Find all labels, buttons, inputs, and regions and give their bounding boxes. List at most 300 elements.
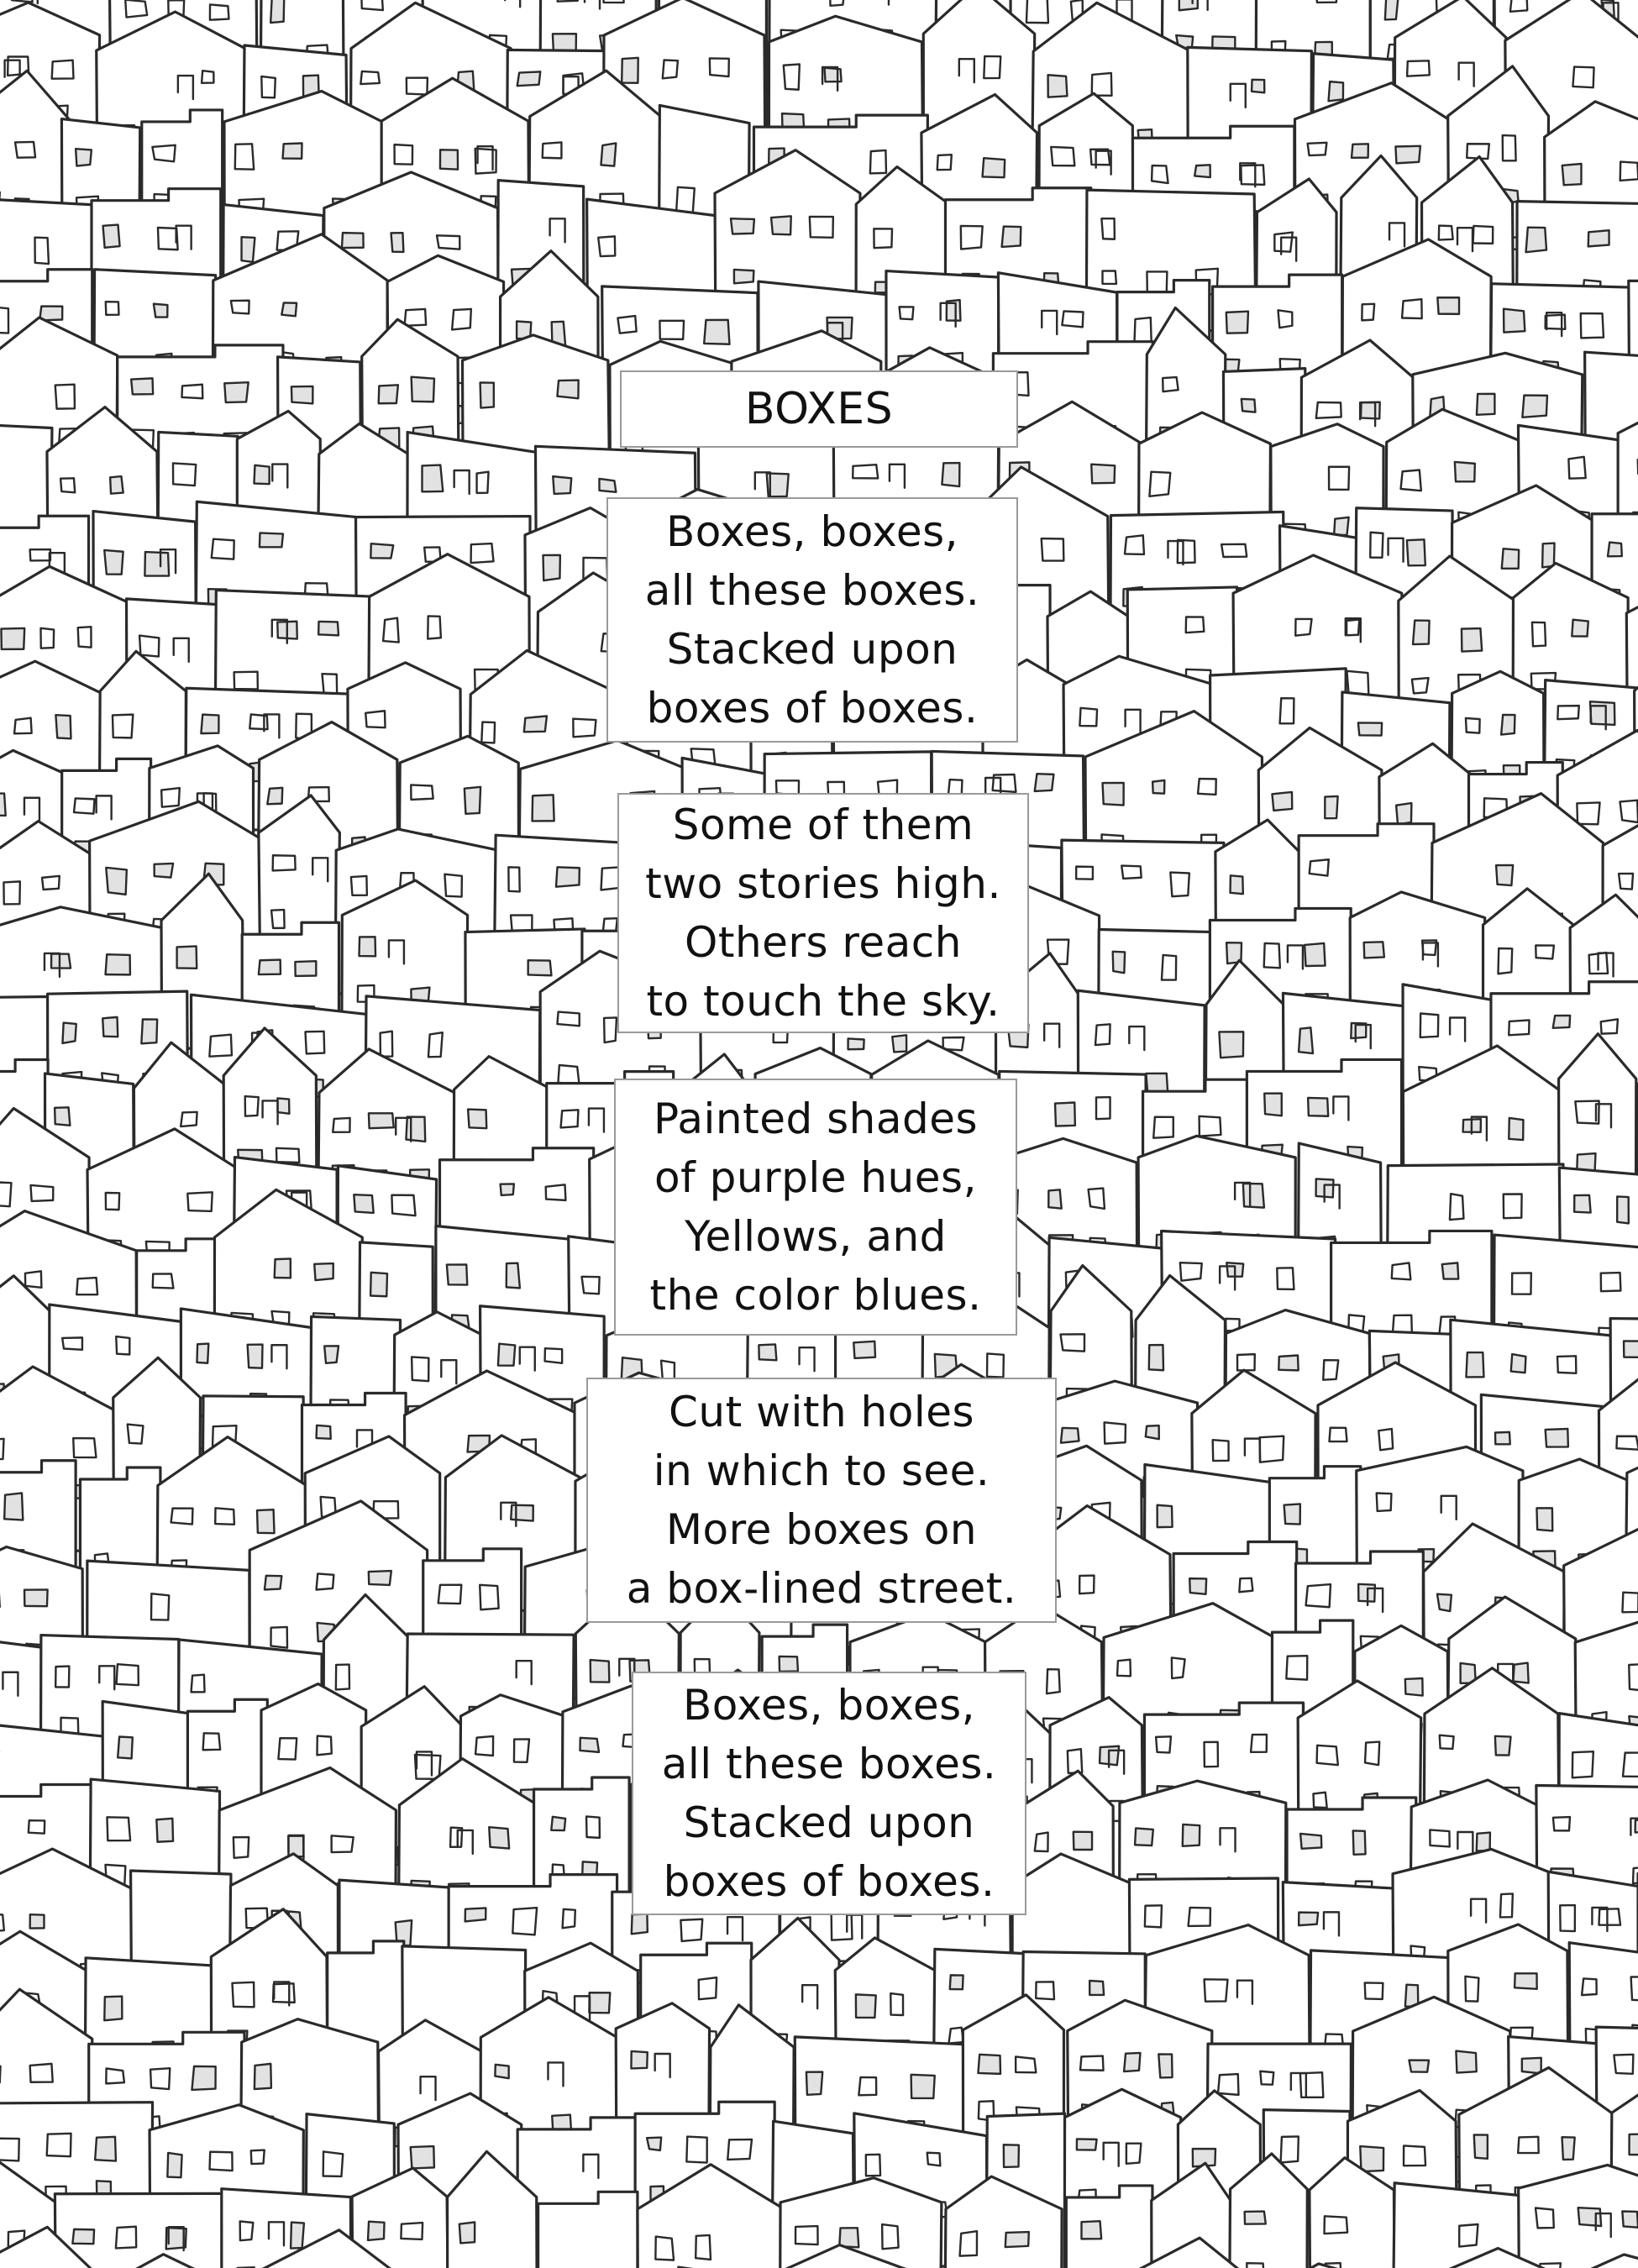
window — [1158, 1505, 1173, 1527]
window — [1061, 1334, 1084, 1351]
window — [407, 78, 428, 95]
stanza-box — [632, 1672, 1026, 1915]
window — [696, 2235, 711, 2260]
window — [234, 1837, 249, 1858]
window — [1117, 1660, 1131, 1677]
window — [1459, 2224, 1478, 2247]
window — [107, 1817, 130, 1840]
window — [55, 1667, 69, 1688]
window — [1264, 1094, 1282, 1116]
window — [543, 555, 560, 580]
window — [73, 1438, 96, 1457]
window — [1280, 698, 1294, 723]
window — [1329, 1428, 1347, 1441]
window — [30, 1185, 53, 1201]
window — [961, 226, 983, 249]
window — [1004, 2145, 1019, 2167]
window — [265, 1576, 281, 1590]
window — [517, 71, 541, 86]
window — [1404, 2145, 1425, 2166]
window — [573, 719, 596, 738]
window — [76, 1278, 97, 1294]
window — [1135, 318, 1152, 343]
window — [1170, 873, 1189, 897]
window — [960, 2231, 977, 2255]
window — [731, 218, 754, 234]
stanza-line: in which to see. — [653, 1446, 990, 1495]
stanza-box — [617, 793, 1029, 1033]
window — [317, 1425, 331, 1439]
window — [1347, 620, 1359, 636]
window — [156, 1819, 173, 1842]
window — [1572, 67, 1593, 88]
window — [480, 1585, 498, 1609]
window — [1103, 783, 1124, 806]
window — [1608, 543, 1622, 557]
window — [1440, 1735, 1454, 1749]
window — [784, 64, 800, 89]
window — [212, 539, 234, 559]
window — [275, 1258, 291, 1278]
window — [900, 307, 914, 319]
window — [452, 309, 471, 330]
window — [1466, 718, 1480, 733]
window — [151, 1593, 169, 1620]
window — [1442, 1263, 1458, 1278]
window — [1473, 226, 1494, 244]
window — [1055, 1103, 1075, 1126]
window — [1601, 1273, 1621, 1291]
window — [173, 463, 196, 486]
window — [1630, 2134, 1638, 2155]
house — [538, 2192, 638, 2268]
window — [210, 2152, 233, 2171]
window — [1582, 1978, 1597, 1995]
window — [659, 321, 684, 339]
window — [1315, 0, 1336, 3]
window — [1624, 1341, 1638, 1357]
window — [1536, 1508, 1552, 1530]
window — [333, 1118, 349, 1132]
window — [489, 1827, 509, 1848]
window — [866, 2155, 880, 2176]
window — [171, 1509, 193, 1525]
window — [1502, 549, 1519, 569]
window — [76, 149, 92, 165]
window — [412, 1357, 428, 1381]
window — [15, 142, 35, 158]
window — [103, 225, 120, 248]
window — [161, 788, 180, 807]
window — [512, 1908, 537, 1935]
window — [360, 937, 376, 956]
window — [365, 711, 385, 727]
window — [468, 1110, 486, 1129]
window — [232, 1982, 254, 2007]
window — [51, 953, 71, 968]
window — [617, 316, 636, 333]
window — [950, 1975, 963, 1989]
window — [1601, 1019, 1618, 1033]
window — [72, 2229, 94, 2244]
window — [1401, 470, 1421, 491]
window — [1500, 1893, 1513, 1917]
window — [1407, 539, 1425, 565]
window — [1101, 218, 1114, 239]
window — [391, 1195, 415, 1215]
stanza-line: Cut with holes — [668, 1388, 975, 1436]
window — [480, 382, 494, 407]
window — [942, 463, 959, 486]
stanza-line: a box-lined street. — [626, 1564, 1017, 1613]
window — [1562, 164, 1582, 185]
window — [1306, 1584, 1331, 1607]
window — [1295, 619, 1311, 636]
window — [882, 2224, 898, 2249]
window — [1047, 1669, 1060, 1693]
window — [543, 142, 562, 158]
window — [1313, 1793, 1326, 1808]
window — [273, 855, 296, 870]
stanza-line: Others reach — [685, 918, 962, 967]
window — [1462, 628, 1482, 651]
window — [201, 715, 218, 733]
window — [561, 1110, 579, 1127]
window — [1437, 297, 1459, 314]
stanza-line: Stacked upon — [683, 1798, 975, 1847]
window — [254, 465, 269, 484]
window — [245, 1096, 259, 1116]
stanza-line: Painted shades — [653, 1095, 979, 1143]
window — [1450, 1194, 1464, 1220]
window — [1145, 1905, 1162, 1927]
stanza-line: More boxes on — [665, 1505, 978, 1554]
window — [632, 1914, 648, 1935]
window — [599, 479, 616, 492]
window — [55, 385, 75, 409]
window — [1061, 1428, 1079, 1443]
window — [839, 2228, 858, 2247]
window — [181, 1112, 197, 1126]
window — [197, 1344, 208, 1363]
window — [1499, 948, 1513, 974]
window — [1089, 1981, 1104, 1995]
window — [1005, 2232, 1029, 2247]
window — [1620, 162, 1638, 181]
window — [30, 549, 50, 560]
window — [1149, 472, 1170, 496]
window — [853, 1341, 875, 1358]
window — [428, 1032, 443, 1057]
window — [1305, 943, 1325, 966]
window — [1536, 945, 1554, 958]
window — [533, 795, 554, 821]
window — [557, 1012, 579, 1026]
window — [1135, 1828, 1153, 1845]
window — [830, 0, 845, 6]
window — [1237, 1354, 1255, 1370]
window — [360, 71, 379, 84]
window — [95, 2137, 116, 2161]
window — [102, 1017, 118, 1037]
window — [1153, 1117, 1173, 1138]
window — [401, 2223, 423, 2239]
window — [1392, 1263, 1411, 1279]
window — [1377, 1494, 1392, 1511]
window — [1245, 2212, 1266, 2224]
window — [150, 2068, 170, 2089]
window — [1278, 310, 1293, 328]
window — [1532, 622, 1546, 647]
window — [283, 143, 302, 158]
window — [438, 1585, 462, 1604]
house — [1066, 2186, 1152, 2268]
window — [1079, 708, 1097, 726]
stanza-box — [606, 497, 1018, 743]
window — [1180, 1263, 1202, 1280]
window — [1409, 2061, 1429, 2072]
window — [370, 543, 393, 558]
window — [14, 718, 32, 734]
window — [270, 0, 284, 23]
window — [1522, 2058, 1541, 2074]
window — [1360, 2146, 1383, 2171]
window — [1364, 942, 1384, 958]
window — [528, 960, 552, 975]
window — [1308, 143, 1327, 155]
window — [1077, 2139, 1097, 2150]
window — [1178, 540, 1195, 563]
window — [501, 1184, 514, 1195]
window — [1456, 2051, 1476, 2073]
window — [508, 867, 519, 891]
window — [1512, 1273, 1531, 1294]
window — [1035, 774, 1054, 791]
window — [444, 874, 461, 897]
window — [734, 270, 754, 283]
window — [158, 228, 178, 249]
window — [74, 798, 94, 813]
stanza-line: Boxes, boxes, — [682, 1681, 976, 1730]
stanza-line: Some of them — [672, 801, 974, 849]
window — [1542, 543, 1554, 568]
window — [368, 2222, 385, 2240]
window — [202, 71, 213, 83]
window — [1631, 1977, 1638, 2001]
window — [270, 1627, 287, 1648]
window — [1242, 399, 1256, 412]
window — [62, 1337, 82, 1349]
stanza-line: the color blues. — [649, 1271, 982, 1320]
window — [116, 2227, 136, 2249]
window — [598, 236, 615, 256]
window — [277, 1098, 289, 1113]
window — [1557, 706, 1578, 719]
window — [511, 1505, 533, 1521]
window — [422, 465, 443, 492]
window — [1385, 0, 1399, 19]
stanza-line: to touch the sky. — [646, 977, 1000, 1026]
window — [1172, 1657, 1185, 1678]
window — [1, 628, 24, 649]
window — [771, 216, 791, 234]
window — [1413, 621, 1430, 644]
window — [582, 1277, 600, 1294]
window — [1365, 1982, 1383, 1998]
window — [1510, 0, 1527, 12]
window — [1474, 2134, 1488, 2158]
window — [1042, 538, 1064, 561]
window — [1163, 377, 1178, 391]
window — [1629, 1664, 1638, 1691]
window — [153, 1273, 174, 1288]
window — [465, 1908, 486, 1921]
window — [1179, 0, 1198, 10]
window — [1081, 2221, 1101, 2239]
window — [260, 533, 283, 547]
stanza-line: all these boxes. — [644, 566, 980, 615]
window — [1396, 803, 1411, 824]
window — [332, 1835, 354, 1852]
window — [1277, 1268, 1294, 1289]
window — [336, 1665, 349, 1690]
window — [1002, 227, 1021, 247]
window — [1439, 226, 1453, 240]
window — [511, 915, 532, 931]
window — [1511, 1354, 1526, 1373]
window — [710, 58, 729, 76]
window — [369, 1571, 391, 1585]
window — [383, 618, 399, 643]
window — [1048, 75, 1068, 97]
window — [1496, 865, 1513, 885]
window — [1113, 952, 1125, 973]
window — [261, 76, 275, 97]
window — [686, 2137, 706, 2163]
window — [856, 1994, 876, 2018]
poem-title-box — [620, 370, 1018, 448]
window — [676, 187, 695, 213]
stanza-line: Boxes, boxes, — [665, 507, 959, 556]
window — [1477, 394, 1494, 415]
window — [104, 550, 123, 575]
window — [440, 150, 458, 169]
window — [1578, 2208, 1602, 2226]
window — [4, 1493, 23, 1520]
window — [545, 1348, 563, 1363]
window — [553, 476, 571, 494]
window — [604, 0, 624, 3]
window — [415, 1755, 440, 1779]
window — [1213, 1440, 1229, 1461]
window — [1614, 2055, 1633, 2074]
window — [1076, 867, 1093, 879]
window — [224, 382, 248, 402]
window — [1189, 1578, 1206, 1594]
window — [1299, 1913, 1318, 1925]
window — [586, 1816, 600, 1837]
window — [890, 1993, 903, 2015]
stanza-line: all these boxes. — [661, 1740, 997, 1788]
window — [1560, 1905, 1575, 1931]
window — [892, 1035, 906, 1052]
window — [215, 1508, 234, 1525]
window — [1026, 0, 1048, 23]
window — [1239, 1578, 1252, 1592]
window — [370, 1273, 387, 1296]
window — [106, 1193, 119, 1210]
window — [118, 1737, 133, 1759]
window — [1286, 1656, 1307, 1679]
window — [1329, 81, 1344, 101]
window — [1526, 228, 1546, 253]
window — [948, 2028, 963, 2044]
window — [1126, 2144, 1142, 2164]
window — [984, 56, 1000, 78]
window — [589, 1992, 610, 2013]
window — [1323, 1360, 1338, 1380]
window — [192, 1675, 205, 1693]
window — [139, 636, 159, 657]
stanza-box — [614, 1079, 1017, 1336]
window — [0, 2139, 19, 2161]
stanza-line: boxes of boxes. — [663, 1857, 995, 1906]
window — [1124, 2053, 1140, 2071]
window — [1325, 796, 1337, 818]
window — [30, 2064, 53, 2082]
window — [1574, 1195, 1590, 1213]
window — [1504, 309, 1525, 333]
window — [1503, 135, 1516, 160]
window — [1553, 1016, 1570, 1028]
window — [1437, 1594, 1452, 1611]
window — [1264, 943, 1280, 968]
window — [459, 2222, 475, 2243]
window — [1617, 1196, 1629, 1223]
window — [141, 1020, 157, 1044]
window — [1310, 859, 1329, 875]
window — [257, 1509, 275, 1533]
window — [255, 2064, 271, 2089]
window — [1241, 165, 1264, 184]
window — [1509, 1118, 1523, 1140]
window — [42, 876, 60, 890]
window — [1103, 270, 1116, 284]
window — [25, 1271, 41, 1287]
window — [1074, 1832, 1092, 1850]
window — [704, 320, 729, 344]
window — [1353, 1830, 1366, 1854]
window — [1274, 233, 1292, 252]
window — [1125, 535, 1144, 554]
window — [557, 381, 578, 399]
window — [556, 867, 580, 886]
window — [1324, 2216, 1347, 2234]
window — [1035, 1833, 1048, 1852]
window — [318, 622, 339, 635]
window — [1036, 1982, 1054, 1999]
window — [1495, 1736, 1511, 1756]
window — [1272, 792, 1292, 811]
window — [1420, 1013, 1438, 1037]
window — [30, 1914, 45, 1928]
window — [351, 876, 367, 895]
window — [379, 385, 398, 403]
window — [983, 158, 1005, 177]
stanza-line: two stories high. — [645, 859, 1001, 908]
window — [1405, 1678, 1423, 1696]
window — [853, 465, 878, 478]
